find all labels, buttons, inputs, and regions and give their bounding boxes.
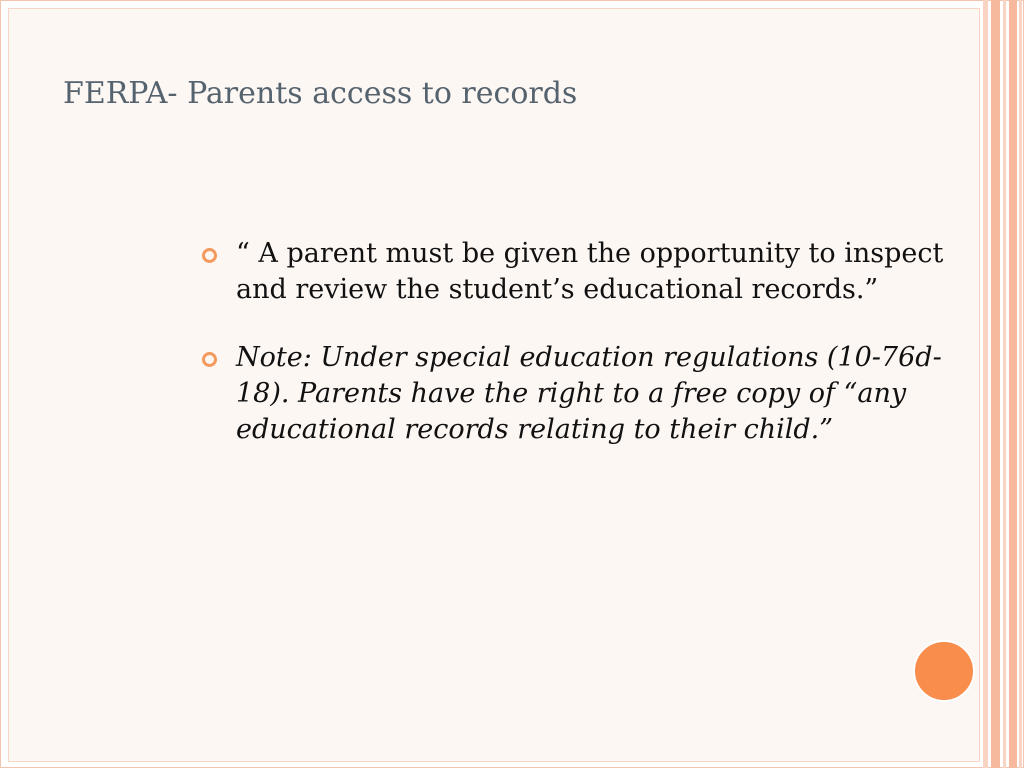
hollow-circle-bullet-icon — [202, 248, 217, 263]
hollow-circle-bullet-icon — [202, 352, 217, 367]
bullet-item — [200, 236, 970, 308]
decorative-stripe — [983, 0, 988, 768]
decorative-stripe — [1019, 0, 1022, 768]
decorative-stripe — [991, 0, 1000, 768]
orange-circle-icon — [913, 640, 975, 702]
bullet-item — [200, 340, 970, 448]
decorative-stripe — [1003, 0, 1006, 768]
slide-title: FERPA- Parents access to records — [63, 76, 578, 111]
decorative-stripe — [1009, 0, 1017, 768]
bullet-text-quote: “ A parent must be given the opportunity to inspect and review the student’s educational records.” — [236, 238, 944, 305]
bullet-list — [200, 236, 970, 480]
bullet-text-note: Note: Under special education regulations (10-76d-18). Parents have the right to a free copy of “any educational records relating to their child.” — [236, 342, 942, 445]
